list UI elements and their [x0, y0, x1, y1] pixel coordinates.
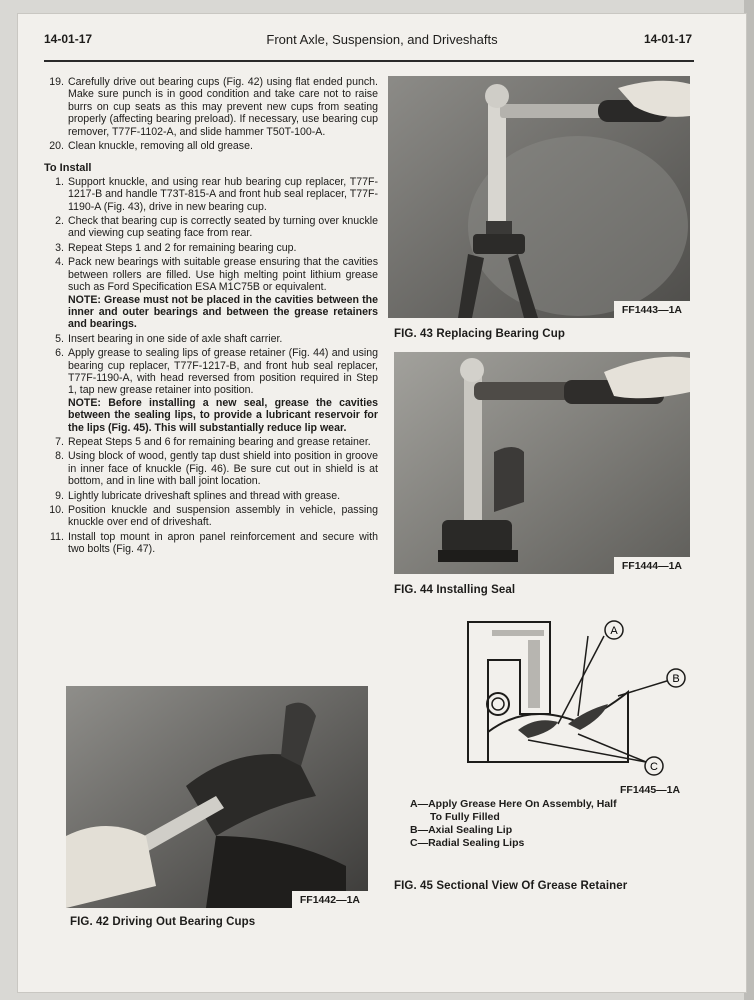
manual-page [18, 14, 746, 992]
install-step-4: 4. Pack new bearings with suitable grease ensuring that the cavities between rollers are filled. Use high melting point lithium grease such as Ford Specification ESA M1C75B or equivalent. NOTE: Grease must not be placed in the cavities between the inner and outer bearings and between the grease retainers and bearings. [55, 256, 378, 331]
legend-item-b: B—Axial Sealing Lip [410, 824, 513, 836]
install-step-5: 5. Insert bearing in one side of axle shaft carrier. [55, 332, 283, 345]
install-step-10: 10. Position knuckle and suspension assembly in vehicle, passing knuckle over end of driveshaft. [49, 504, 378, 529]
figure-code: FF1444—1A [614, 557, 690, 574]
install-step-11: 11. Install top mount in apron panel reinforcement and secure with two bolts (Fig. 47). [50, 530, 378, 556]
seal-installation-illustration [394, 352, 690, 574]
install-step-9: 9. Lightly lubricate driveshaft splines and thread with grease. [55, 489, 341, 502]
callout-b-label: B [672, 673, 680, 685]
page-header [18, 32, 746, 52]
fig45-legend [410, 798, 617, 850]
fig45-diagram [458, 612, 690, 782]
step-20: 20. Clean knuckle, removing all old grease. [49, 140, 253, 153]
fig45-caption: FIG. 45 Sectional View Of Grease Retainer [394, 880, 628, 892]
page-number-left: 14-01-17 [44, 32, 93, 46]
callout-a-label: A [610, 625, 618, 637]
install-step-6: 6. Apply grease to sealing lips of grease retainer (Fig. 44) and using bearing cup replacer, T77F-1217-B, and front hub seal replacer, T77F-1190-A, with head reversed from position required in Step 1, tap new grease retainer into position. NOTE: Before installing a new seal, grease the cavities between the sealing lips, to provide a lubricant reservoir for the lips (Fig. 45). This will substantially reduce lip wear. [55, 347, 378, 434]
header-rule [44, 60, 694, 62]
legend-item-a: A—Apply Grease Here On Assembly, Half [410, 798, 617, 810]
punch-tool-illustration [66, 686, 368, 908]
procedure-column [44, 76, 378, 558]
grease-retainer-section [458, 612, 690, 782]
figure-code: FF1442—1A [292, 891, 368, 908]
install-step-8: 8. Using block of wood, gently tap dust shield into position in groove in inner face of knuckle (Fig. 46). Be sure cut out in shield is at bottom, and in line with ball joint location. [55, 450, 378, 488]
note-text: NOTE: Before installing a new seal, grease the cavities between the sealing lips, to provide a lubricant reservoir for the lips (Fig. 45). This will substantially reduce lip wear. [68, 396, 378, 434]
install-heading: To Install [44, 162, 92, 175]
section-title: Front Axle, Suspension, and Driveshafts [266, 32, 498, 47]
page-number-right: 14-01-17 [643, 32, 692, 46]
step-19: 19. Carefully drive out bearing cups (Fig. 42) using flat ended punch. Make sure punch is in good condition and take care not to raise burrs on cup seats as this may prevent new cups from seating properly (affecting bearing preload). If necessary, use bearing cup remover, T77F-1102-A, and slide hammer T50T-100-A. [49, 76, 378, 138]
fig42-photo [66, 686, 368, 908]
legend-item-c: C—Radial Sealing Lips [410, 837, 525, 849]
fig44-caption: FIG. 44 Installing Seal [394, 584, 516, 596]
fig43-caption: FIG. 43 Replacing Bearing Cup [394, 328, 565, 340]
figure-code: FF1443—1A [614, 301, 690, 318]
fig45-code: FF1445—1A [620, 784, 681, 796]
hammer-tool-illustration [388, 76, 690, 318]
fig42-caption: FIG. 42 Driving Out Bearing Cups [70, 916, 256, 928]
callout-c-label: C [650, 761, 658, 773]
install-step-3: 3. Repeat Steps 1 and 2 for remaining bearing cup. [55, 241, 297, 254]
fig44-photo [394, 352, 690, 574]
note-text: NOTE: Grease must not be placed in the cavities between the inner and outer bearings and between the grease retainers and bearings. [68, 293, 378, 331]
install-step-7: 7. Repeat Steps 5 and 6 for remaining bearing and grease retainer. [55, 435, 371, 448]
fig43-photo [388, 76, 690, 318]
install-step-1: 1. Support knuckle, and using rear hub bearing cup replacer, T77F-1217-B and handle T73T-815-A and front hub seal replacer, T77F-1190-A (Fig. 43), drive in new bearing cup. [55, 175, 378, 213]
install-step-2: 2. Check that bearing cup is correctly seated by turning over knuckle and viewing cup seating face from rear. [55, 215, 378, 240]
legend-item-a-cont: To Fully Filled [430, 811, 500, 823]
